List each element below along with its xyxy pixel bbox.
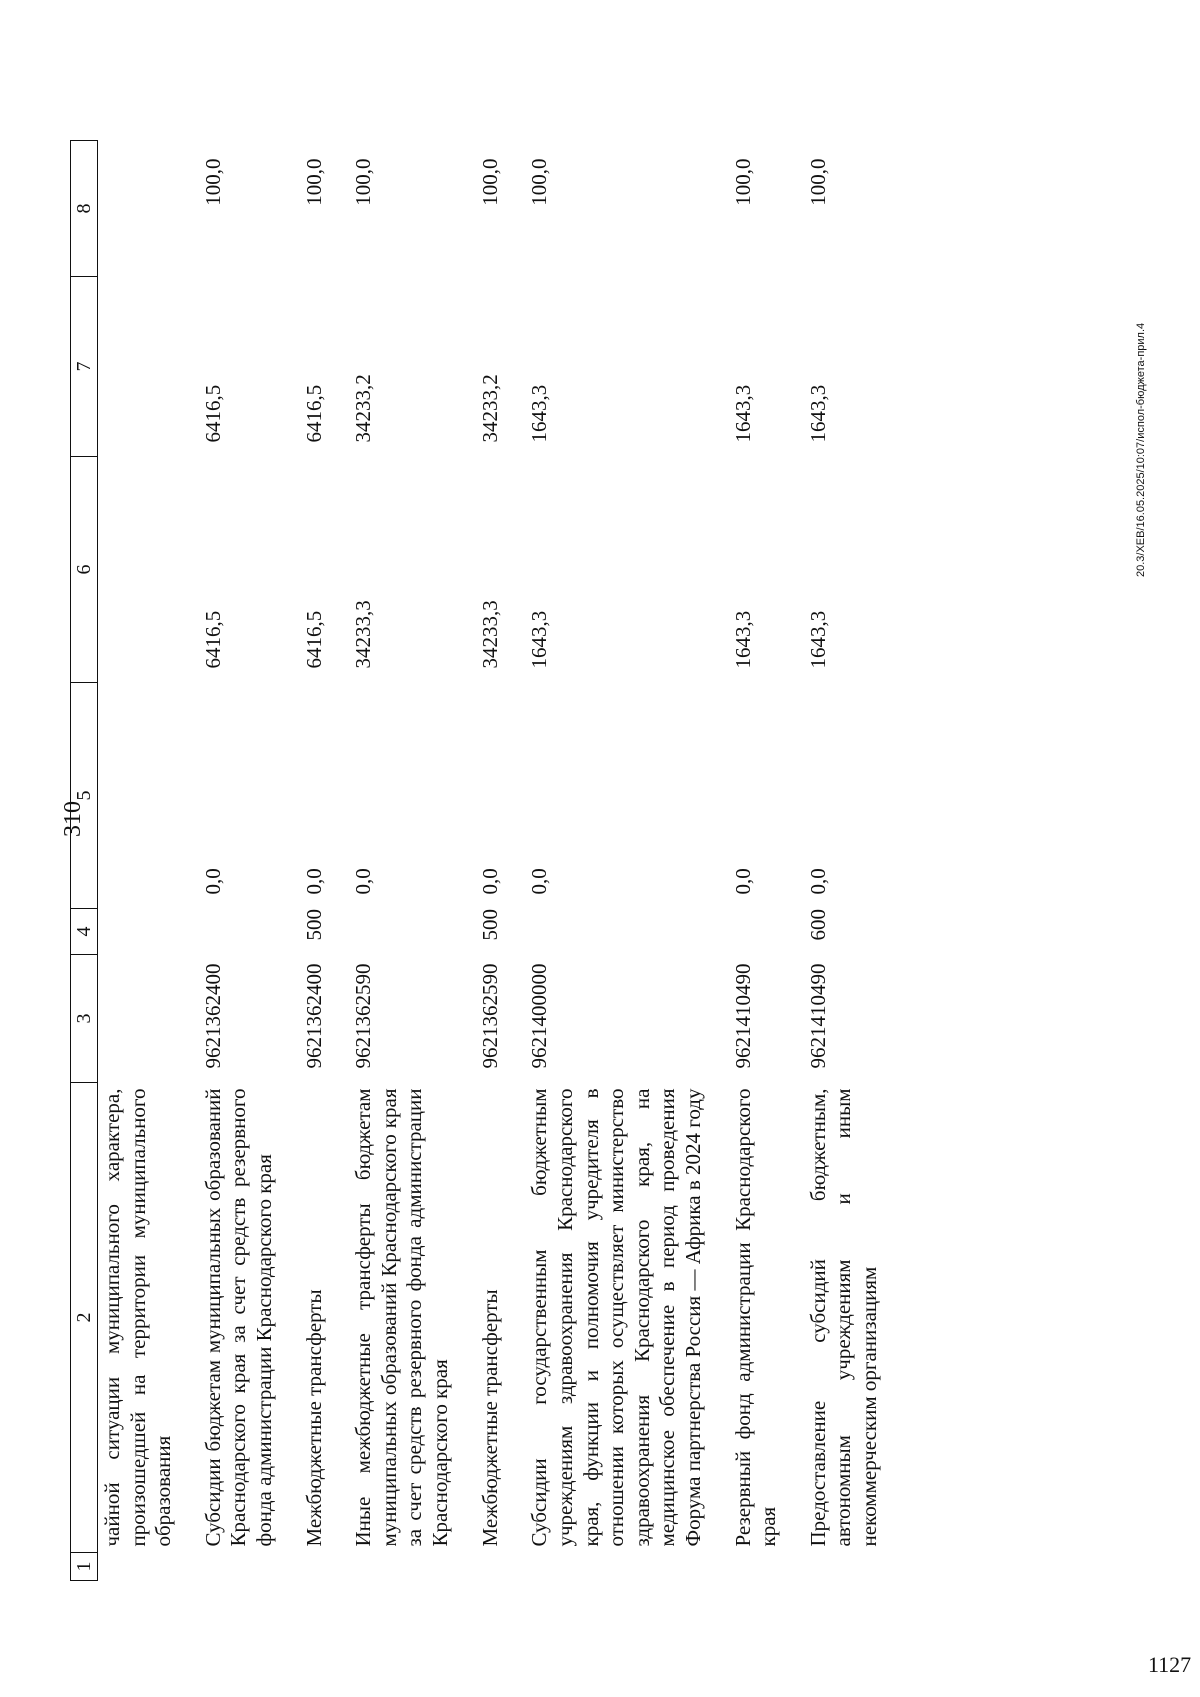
cell-expense-type: [517, 909, 720, 955]
cell-col7: 1643,3: [527, 384, 552, 443]
cell-expense-type: [191, 909, 292, 955]
cell-description: Резервный фонд администрации Краснодарского края: [730, 1088, 781, 1547]
cell-col1: [721, 1553, 796, 1581]
cell-col6: 1643,3: [527, 610, 552, 669]
col-header: 5: [71, 683, 98, 909]
cell-col1: [191, 1553, 292, 1581]
cell-percent: 100,0: [477, 158, 502, 206]
cell-description: Межбюджетные трансферты: [301, 1289, 326, 1547]
col-header: 8: [71, 141, 98, 277]
budget-table: [70, 140, 897, 1581]
cell-percent: [98, 141, 191, 277]
cell-target-code: 9621362590: [351, 963, 376, 1069]
cell-col6: 1643,3: [805, 610, 830, 669]
cell-col5: 0,0: [351, 868, 376, 895]
cell-col5: 0,0: [730, 868, 755, 895]
table-row: [517, 141, 720, 1581]
cell-col7: 1643,3: [730, 384, 755, 443]
col-header: 1: [71, 1553, 98, 1581]
cell-expense-type: 600: [805, 909, 830, 941]
cell-expense-type: [721, 909, 796, 955]
cell-col7: 1643,3: [805, 384, 830, 443]
cell-col5: 0,0: [805, 868, 830, 895]
cell-col5: 0,0: [477, 868, 502, 895]
cell-col6: 1643,3: [730, 610, 755, 669]
cell-expense-type: 500: [477, 909, 502, 941]
table-row: [796, 141, 897, 1581]
cell-col5: [98, 683, 191, 909]
cell-percent: 100,0: [351, 158, 376, 206]
cell-col7: 34233,2: [351, 374, 376, 443]
col-header: 4: [71, 909, 98, 955]
col-header: 2: [71, 1083, 98, 1553]
cell-col1: [98, 1553, 191, 1581]
cell-col6: [98, 457, 191, 683]
cell-percent: 100,0: [527, 158, 552, 206]
cell-percent: 100,0: [200, 158, 225, 206]
cell-target-code: 9621410490: [730, 963, 755, 1069]
cell-description: чайной ситуации муниципального характера, произошедшей на территории муниципального образования: [100, 1088, 176, 1547]
table-row: [721, 141, 796, 1581]
header-row: [71, 141, 98, 1581]
cell-expense-type: [98, 909, 191, 955]
table-row: [341, 141, 467, 1581]
table-row: [468, 141, 518, 1581]
cell-expense-type: 500: [301, 909, 326, 941]
cell-col6: 6416,5: [200, 610, 225, 669]
table-row: [191, 141, 292, 1581]
cell-description: Межбюджетные трансферты: [477, 1289, 502, 1547]
cell-target-code: 9621362590: [477, 963, 502, 1069]
cell-expense-type: [341, 909, 467, 955]
cell-target-code: [98, 955, 191, 1083]
cell-col5: 0,0: [200, 868, 225, 895]
cell-description: Субсидии бюджетам муниципальных образований Краснодарского края за счет средств резервного фонда администрации Краснодарского края: [200, 1088, 277, 1547]
cell-col6: 34233,3: [351, 600, 376, 669]
col-header: 6: [71, 457, 98, 683]
cell-col1: [517, 1553, 720, 1581]
col-header: 7: [71, 277, 98, 457]
cell-col7: 34233,2: [477, 374, 502, 443]
cell-col5: 0,0: [527, 868, 552, 895]
cell-col1: [468, 1553, 518, 1581]
col-header: 3: [71, 955, 98, 1083]
cell-col1: [341, 1553, 467, 1581]
cell-col7: 6416,5: [200, 384, 225, 443]
cell-percent: 100,0: [730, 158, 755, 206]
cell-col7: 6416,5: [301, 384, 326, 443]
cell-description: Субсидии государственным бюджетным учреждениям здравоохранения Краснодарского края, функции и полномочия учредителя в отношении которых осуществляет министерство здравоохранения Краснодарского края, на медицинское обеспечение в период проведения Форума партнерства Россия — Африка в 2024 году: [527, 1088, 705, 1547]
cell-description: Предоставление субсидий бюджетным, автономным учреждениям и иным некоммерческим организациям: [805, 1088, 882, 1547]
page-number: 310: [60, 801, 86, 837]
cell-col6: 6416,5: [301, 610, 326, 669]
cell-col1: [796, 1553, 897, 1581]
sheet-number: 1127: [1148, 1652, 1192, 1677]
table-row: [98, 141, 191, 1581]
table-row: [292, 141, 342, 1581]
cell-col1: [292, 1553, 342, 1581]
cell-percent: 100,0: [301, 158, 326, 206]
cell-col7: [98, 277, 191, 457]
cell-col6: 34233,3: [477, 600, 502, 669]
cell-target-code: 9621362400: [200, 963, 225, 1069]
cell-target-code: 9621410490: [805, 963, 830, 1069]
cell-target-code: 9621362400: [301, 963, 326, 1069]
document-code: 20.3/ХЕВ/16.05.2025/10:07/испол-бюджета-прил.4: [1135, 322, 1147, 577]
cell-col5: 0,0: [301, 868, 326, 895]
cell-percent: 100,0: [805, 158, 830, 206]
cell-target-code: 9621400000: [527, 963, 552, 1069]
cell-description: Иные межбюджетные трансферты бюджетам муниципальных образований Краснодарского края за счет средств резервного фонда администрации Краснодарского края: [351, 1088, 453, 1547]
